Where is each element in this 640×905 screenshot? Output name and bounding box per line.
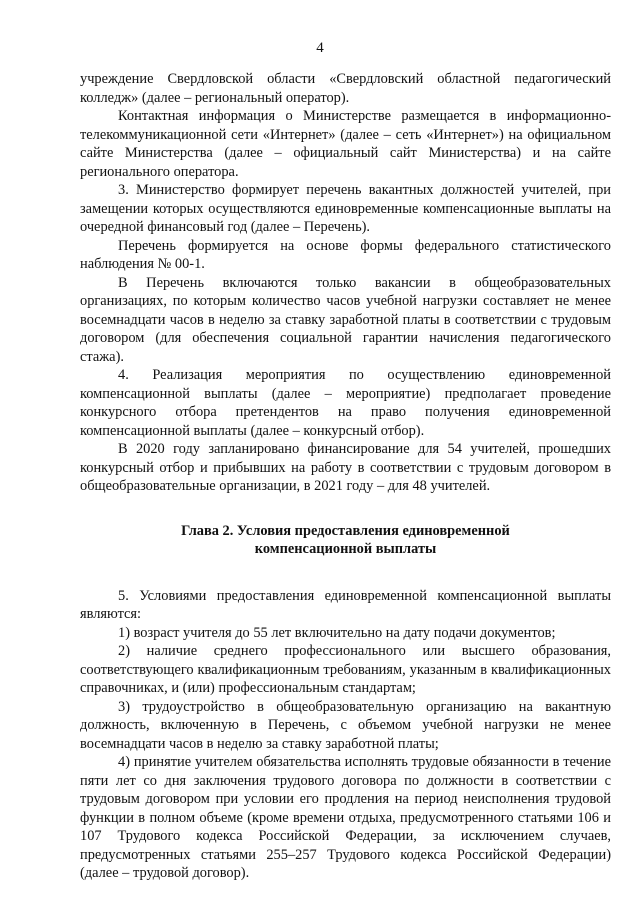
paragraph-cond-4: 4) принятие учителем обязательства исполнять трудовые обязанности в течение пяти лет со дня заключения трудового договора по должности в соответствии с трудовым договором при условии его продления на период неисполнения трудовой функции в полном объеме (кроме времени отдыха, предусмотренного статьями 106 и 107 Трудового кодекса Российской Федерации, за исключением случаев, предусмотренных статьями 255–257 Трудового кодекса Российской Федерации) (далее – трудовой договор). [80,754,611,881]
paragraph-list-vacancies: В Перечень включаются только вакансии в общеобразовательных организациях, по которым количество часов учебной нагрузки составляет не менее восемнадцати часов в неделю за ставку заработной платы в соответствии с трудовым договором (для обеспечения социальной гарантии начисления педагогического стажа). [80,274,611,365]
paragraph-continuation: учреждение Свердловской области «Свердловский областной педагогический колледж» (далее – региональный оператор). [80,71,611,106]
paragraph-contacts: Контактная информация о Министерстве размещается в информационно-телекоммуникационной сети «Интернет» (далее – сеть «Интернет») на официальном сайте Министерства (далее – официальный сайт Министерства) и на сайте регионального оператора. [80,108,611,180]
paragraph-funding: В 2020 году запланировано финансирование для 54 учителей, прошедших конкурсный отбор и прибывших на работу в соответствии с трудовым договором в общеобразовательные организации, в 2021 году – для 48 учителей. [80,441,611,494]
page-number: 4 [316,40,324,56]
paragraph-cond-3: 3) трудоустройство в общеобразовательную организацию на вакантную должность, включенную в Перечень, с объемом учебной нагрузки не менее восемнадцати часов в неделю за ставку заработной платы; [80,698,611,752]
paragraph-cond-2: 2) наличие среднего профессионального или высшего образования, соответствующего квалификационным требованиям, указанным в квалификационных справочниках, и (или) профессиональным стандартам; [80,643,611,696]
document-body [80,70,611,883]
paragraph-item-4: 4. Реализация мероприятия по осуществлению единовременной компенсационной выплаты (далее – мероприятие) предполагает проведение конкурсного отбора претендентов на право получения единовременной компенсационной выплаты (далее – конкурсный отбор). [80,367,611,439]
chapter-heading [80,522,611,559]
paragraph-item-3: 3. Министерство формирует перечень вакантных должностей учителей, при замещении которых осуществляются единовременные компенсационные выплаты на очередной финансовый год (далее – Перечень). [80,182,611,235]
section-intro [80,70,611,496]
chapter-heading-line-2: компенсационной выплаты [254,541,437,557]
section-conditions [80,587,611,883]
paragraph-cond-1: 1) возраст учителя до 55 лет включительно на дату подачи документов; [118,624,556,641]
paragraph-item-5: 5. Условиями предоставления единовременной компенсационной выплаты являются: [80,587,611,622]
paragraph-list-basis: Перечень формируется на основе формы федерального статистического наблюдения № 00-1. [80,237,611,272]
chapter-heading-line-1: Глава 2. Условия предоставления единовременной [181,522,510,539]
